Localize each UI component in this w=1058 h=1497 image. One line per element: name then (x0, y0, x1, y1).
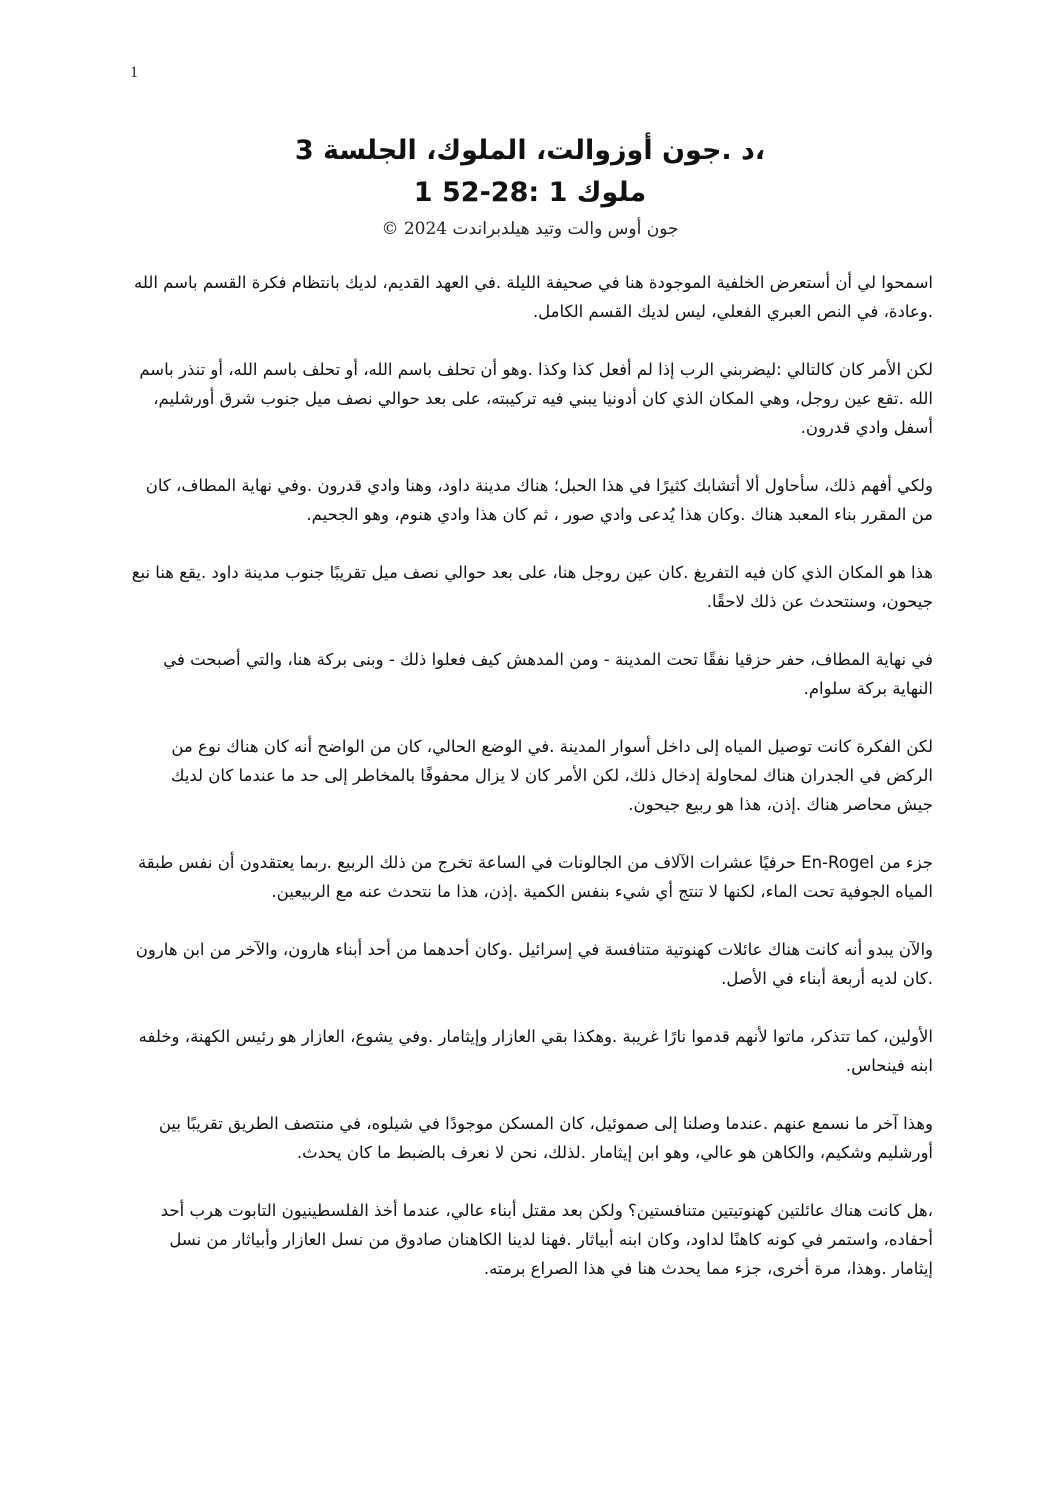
paragraph: ولكي أفهم ذلك، سأحاول ألا أتشابك كثيرًا في هذا الحبل؛ هناك مدينة داود، وهنا وادي قدرون .وفي نهاية المطاف، كان من المقرر بناء المعبد هناك .وكان هذا يُدعى وادي صور ، ثم كان هذا وادي هنوم، وهو الجحيم. (145, 476, 933, 524)
document-body (130, 268, 933, 1312)
page-number: 1 (130, 64, 138, 81)
paragraph: جزء من En-Rogel حرفيًا عشرات الآلاف من الجالونات في الساعة تخرج من ذلك الربيع .ربما يعتقدون أن نفس طبقة المياه الجوفية تحت الماء، لكنها لا تنتج أي شيء بنفس الكمية .إذن، هذا ما نتحدث عنه مع الربيعين. (137, 853, 933, 901)
paragraph: هذا هو المكان الذي كان فيه التفريغ .كان عين روجل هنا، على بعد حوالي نصف ميل تقريبًا جنوب مدينة داود .يقع هنا نبع جيحون، وسنتحدث عن ذلك لاحقًا. (131, 563, 933, 611)
copyright-line: جون أوس والت وتيد هيلدبراندت 2024 © (381, 219, 679, 239)
paragraph: في نهاية المطاف، حفر حزقيا نفقًا تحت المدينة - ومن المدهش كيف فعلوا ذلك - وبنى بركة هنا، والتي أصبحت في النهاية بركة سلوام. (163, 650, 933, 698)
paragraph: ،هل كانت هناك عائلتين كهنوتيتين متنافستين؟ ولكن بعد مقتل أبناء عالي، عندما أخذ الفلسطينيون التابوت هرب أحد أحفاده، واستمر في كونه كاهنًا لداود، وكان ابنه أبياثار .فهنا لدينا الكاهنان صادوق من نسل العازار وأبياثار من نسل إيثامار .وهذا، مرة أخرى، جزء مما يحدث هنا في هذا الصراع برمته. (160, 1201, 933, 1278)
title-line-1: ،د .جون أوزوالت، الملوك، الجلسة 3 (294, 135, 766, 166)
paragraph: وهذا آخر ما نسمع عنهم .عندما وصلنا إلى صموئيل، كان المسكن موجودًا في شيلوه، في منتصف الطريق تقريبًا بين أورشليم وشكيم، والكاهن هو عالي، وهو ابن إيثامار .لذلك، نحن لا نعرف بالضبط ما كان يحدث. (158, 1114, 933, 1162)
paragraph: لكن الأمر كان كالتالي :ليضربني الرب إذا لم أفعل كذا وكذا .وهو أن تحلف باسم الله، أو تحلف باسم الله، أو تنذر باسم الله .تقع عين روجل، وهي المكان الذي كان أدونيا يبني فيه تركيبته، على بعد حوالي نصف ميل جنوب شرق أورشليم، أسفل وادي قدرون. (139, 360, 933, 437)
paragraph: الأولين، كما تتذكر، ماتوا لأنهم قدموا نارًا غريبة .وهكذا بقي العازار وإيثامار .وفي يشوع، العازار هو رئيس الكهنة، وخلفه ابنه فينحاس. (138, 1027, 933, 1075)
title-line-2: ملوك 1 :28-52 1 (413, 177, 647, 208)
document-header (130, 130, 930, 242)
paragraph: لكن الفكرة كانت توصيل المياه إلى داخل أسوار المدينة .في الوضع الحالي، كان من الواضح أنه كان هناك نوع من الركض في الجدران هناك لمحاولة إدخال ذلك، لكن الأمر كان لا يزال محفوفًا بالمخاطر إلى حد ما عندما كان لديك جيش محاصر هناك .إذن، هذا هو ربيع جيحون. (170, 737, 933, 814)
paragraph: اسمحوا لي أن أستعرض الخلفية الموجودة هنا في صحيفة الليلة .في العهد القديم، لديك بانتظام فكرة القسم باسم الله .وعادة، في النص العبري الفعلي، ليس لديك القسم الكامل. (134, 273, 933, 321)
paragraph: والآن يبدو أنه كانت هناك عائلات كهنوتية متنافسة في إسرائيل .وكان أحدهما من أحد أبناء هارون، والآخر من ابن هارون .كان لديه أربعة أبناء في الأصل. (135, 940, 933, 988)
